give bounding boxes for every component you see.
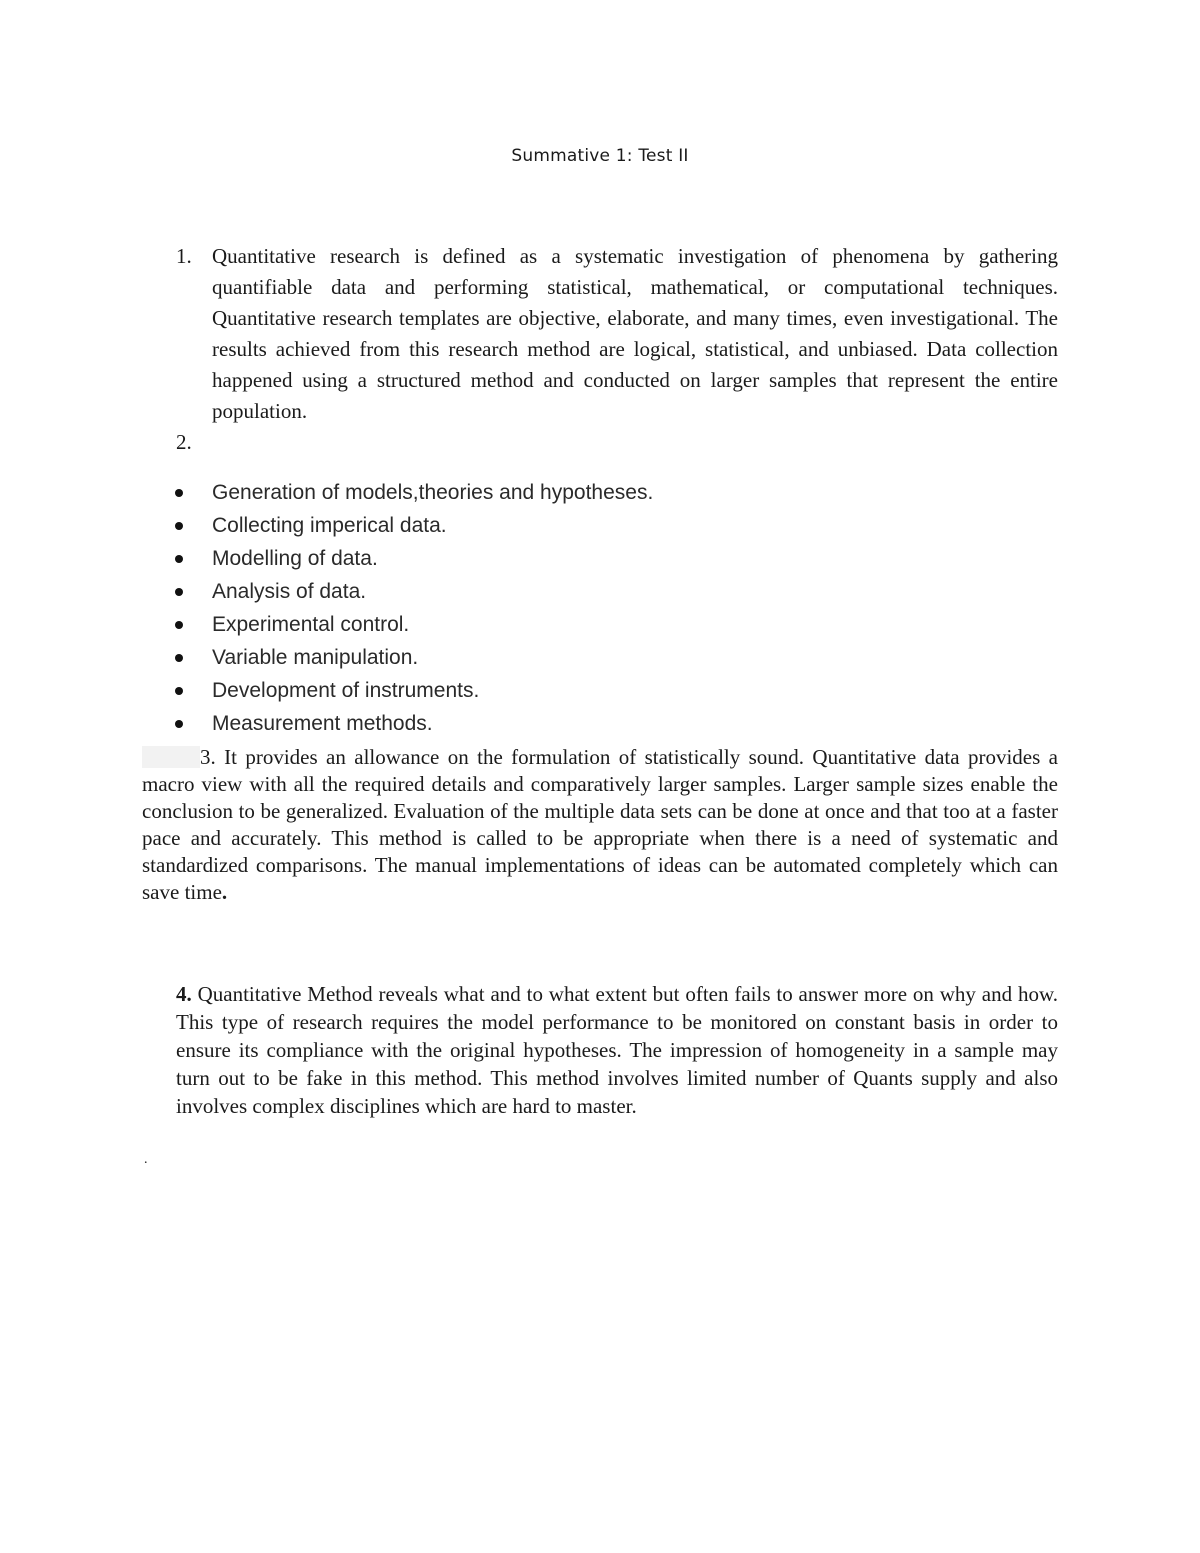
answer-4 — [176, 980, 1058, 1120]
bullet-icon — [175, 522, 183, 530]
bullet-item — [172, 608, 872, 641]
answer-1 — [176, 241, 1058, 427]
bullet-icon — [175, 654, 183, 662]
bullet-item — [172, 542, 872, 575]
indent-highlight — [142, 746, 200, 768]
bullet-item — [172, 674, 872, 707]
bullet-text: Analysis of data. — [212, 580, 367, 603]
bullet-icon — [175, 621, 183, 629]
bullet-text: Generation of models,theories and hypotheses. — [212, 481, 654, 504]
answer-3-text: It provides an allowance on the formulation of statistically sound. Quantitative data provides a macro view with all the required details and comparatively larger samples. Larger sample sizes enable the conclusion to be generalized. Evaluation of the multiple data sets can be done at once and that too at a faster pace and accurately. This method is called to be appropriate when there is a need of systematic and standardized comparisons. The manual implementations of ideas can be automated completely which can save time — [142, 745, 1059, 904]
bullet-icon — [175, 588, 183, 596]
answer-1-text: Quantitative research is defined as a systematic investigation of phenomena by gathering quantifiable data and performing statistical, mathematical, or computational techniques. Quantitative research templates are objective, elaborate, and many times, even investigational. The results achieved from this research method are logical, statistical, and unbiased. Data collection happened using a structured method and conducted on larger samples that represent the entire population. — [212, 244, 1058, 423]
answer-3 — [142, 744, 1058, 906]
bullet-icon — [175, 687, 183, 695]
answer-4-text: Quantitative Method reveals what and to what extent but often fails to answer more on why and how. This type of research requires the model performance to be monitored on constant basis in order to ensure its compliance with the original hypotheses. The impression of homogeneity in a sample may turn out to be fake in this method. This method involves limited number of Quants supply and also involves complex disciplines which are hard to master. — [176, 982, 1058, 1118]
answer-3-end-mark: . — [221, 880, 228, 904]
bullet-text: Experimental control. — [212, 613, 410, 636]
bullet-item — [172, 707, 872, 740]
bullet-item — [172, 641, 872, 674]
bullet-text: Measurement methods. — [212, 712, 433, 735]
answer-1-number: 1. — [176, 244, 192, 268]
answer-2-bullet-list — [172, 476, 872, 740]
answer-4-number: 4. — [176, 982, 192, 1006]
bullet-icon — [175, 489, 183, 497]
bullet-text: Development of instruments. — [212, 679, 480, 702]
trailing-mark: . — [144, 1152, 148, 1167]
bullet-text: Variable manipulation. — [212, 646, 419, 669]
bullet-item — [172, 575, 872, 608]
bullet-text: Collecting imperical data. — [212, 514, 447, 537]
answer-2-number: 2. — [176, 430, 192, 454]
answer-3-number: 3. — [200, 745, 216, 769]
bullet-icon — [175, 555, 183, 563]
bullet-item — [172, 476, 872, 509]
bullet-text: Modelling of data. — [212, 547, 378, 570]
bullet-item — [172, 509, 872, 542]
document-title: Summative 1: Test II — [511, 146, 689, 166]
bullet-icon — [175, 720, 183, 728]
